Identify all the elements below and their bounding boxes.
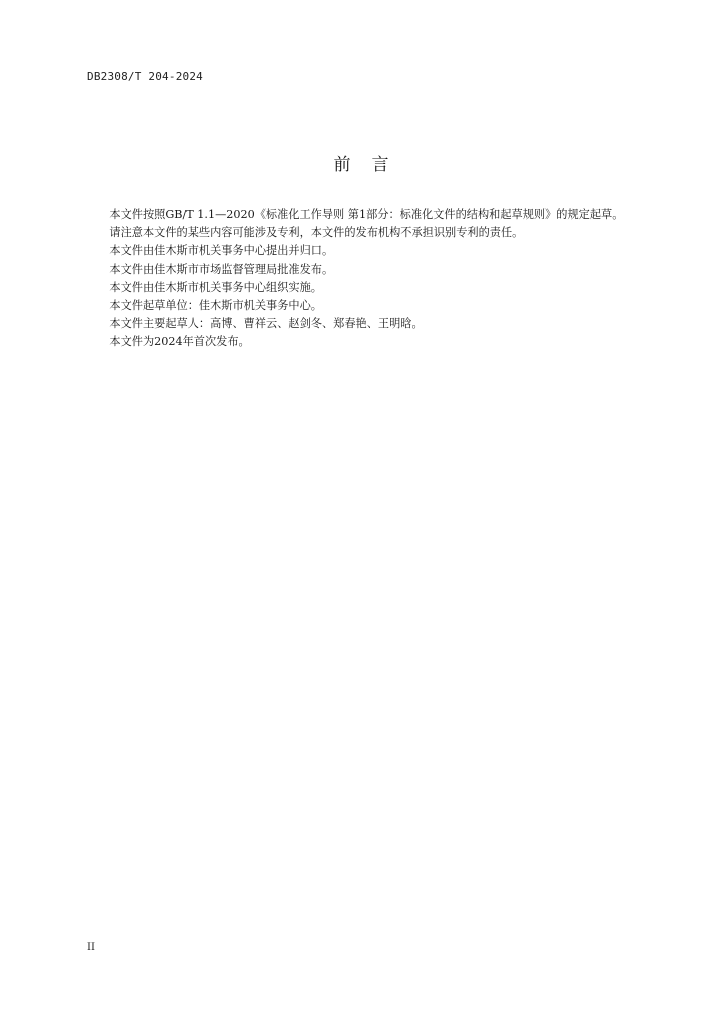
paragraph-implementer: 本文件由佳木斯市机关事务中心组织实施。 [109, 280, 322, 294]
paragraph-drafting-rules: 本文件按照GB/T 1.1—2020《标准化工作导则 第1部分：标准化文件的结构和起草规则》的规定起草。 [109, 208, 624, 221]
document-code: DB2308/T 204-2024 [87, 70, 203, 83]
preface-body [87, 206, 658, 352]
paragraph-proposer: 本文件由佳木斯市机关事务中心提出并归口。 [109, 244, 334, 258]
page-number: II [87, 942, 95, 953]
paragraph-first-release: 本文件为2024年首次发布。 [109, 335, 250, 349]
paragraph-patent-notice: 请注意本文件的某些内容可能涉及专利，本文件的发布机构不承担识别专利的责任。 [109, 226, 524, 240]
paragraph-drafting-unit: 本文件起草单位：佳木斯市机关事务中心。 [109, 299, 322, 313]
paragraph-approver: 本文件由佳木斯市市场监督管理局批准发布。 [109, 262, 334, 276]
paragraph-drafters: 本文件主要起草人：高博、曹祥云、赵剑冬、郑春艳、王明晗。 [109, 317, 423, 331]
page-title: 前 言 [333, 155, 391, 175]
